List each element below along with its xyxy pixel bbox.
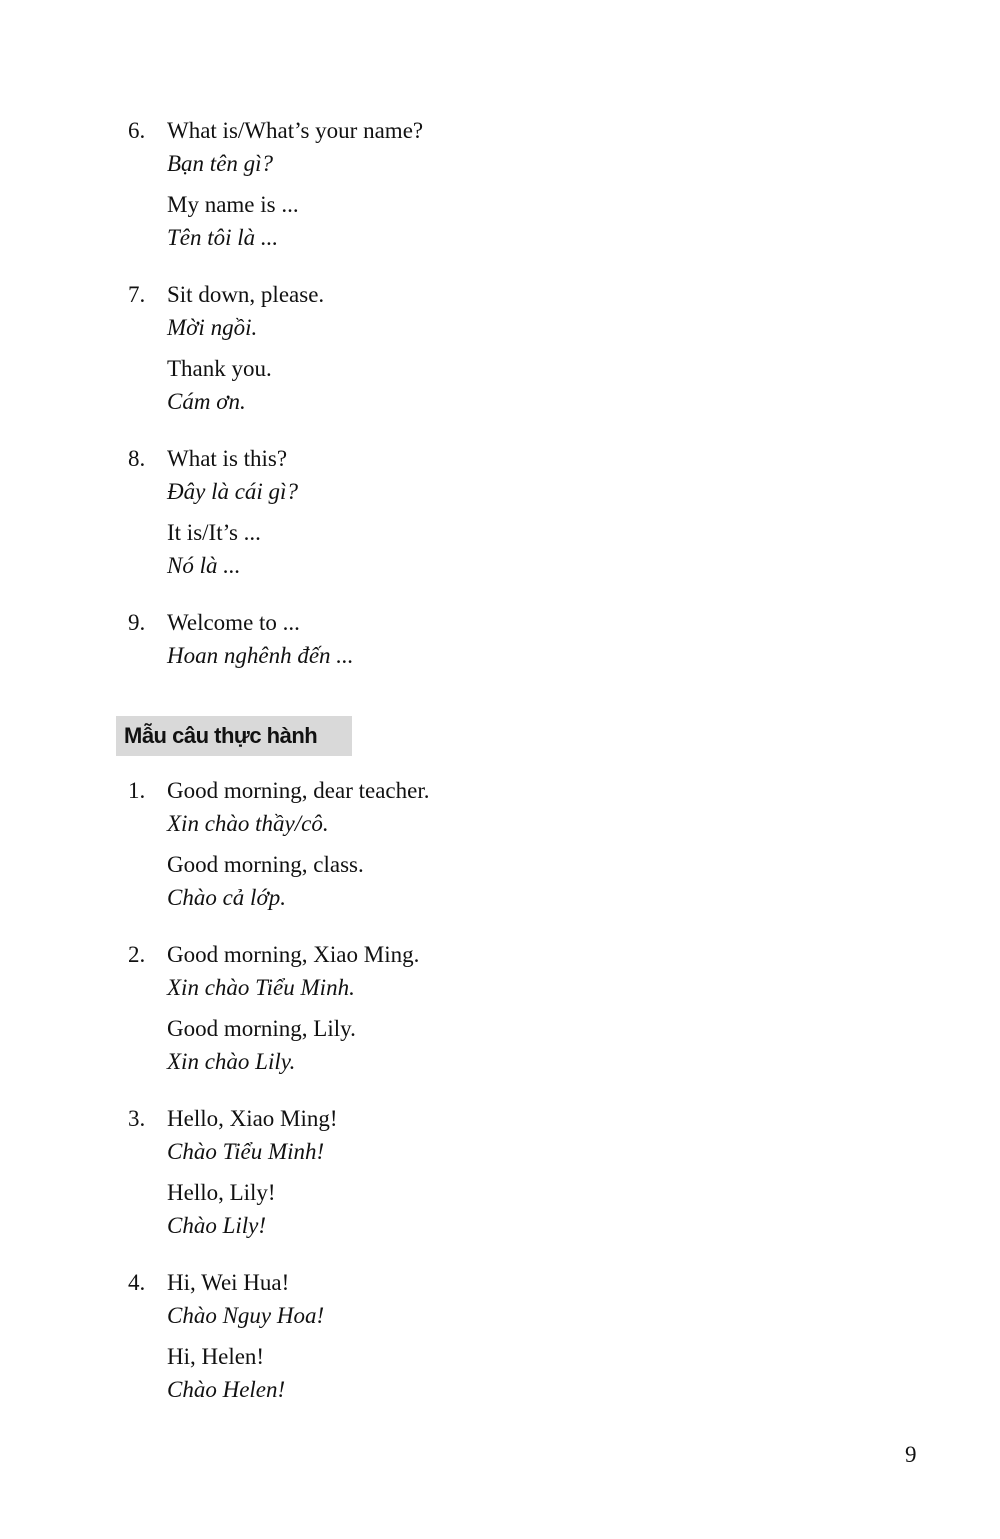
item-number: 2. xyxy=(128,942,146,967)
vietnamese-translation: Mời ngồi. xyxy=(167,315,258,340)
vietnamese-response: Xin chào Lily. xyxy=(167,1049,296,1074)
vietnamese-translation: Xin chào thầy/cô. xyxy=(167,811,329,836)
vietnamese-translation: Hoan nghênh đến ... xyxy=(167,643,354,668)
english-response: My name is ... xyxy=(167,192,299,217)
item-number: 8. xyxy=(128,446,146,471)
english-response: Hi, Helen! xyxy=(167,1344,265,1369)
vietnamese-response: Chào Helen! xyxy=(167,1377,286,1402)
english-sentence: What is/What’s your name? xyxy=(167,118,424,143)
vietnamese-response: Chào cả lớp. xyxy=(167,885,286,910)
item-number: 6. xyxy=(128,118,146,143)
english-sentence: Hi, Wei Hua! xyxy=(167,1270,290,1295)
section-heading: Mẫu câu thực hành xyxy=(116,716,352,756)
vietnamese-translation: Bạn tên gì? xyxy=(167,151,274,176)
english-response: Good morning, Lily. xyxy=(167,1016,356,1041)
english-sentence: Good morning, Xiao Ming. xyxy=(167,942,420,967)
item-number: 7. xyxy=(128,282,146,307)
vietnamese-translation: Đây là cái gì? xyxy=(167,479,298,504)
item-number: 1. xyxy=(128,778,146,803)
vietnamese-response: Cám ơn. xyxy=(167,389,246,414)
english-response: Thank you. xyxy=(167,356,272,381)
vietnamese-response: Nó là ... xyxy=(167,553,241,578)
page-number: 9 xyxy=(905,1442,917,1467)
vietnamese-translation: Chào Tiểu Minh! xyxy=(167,1139,325,1164)
vietnamese-response: Tên tôi là ... xyxy=(167,225,279,250)
vietnamese-response: Chào Lily! xyxy=(167,1213,267,1238)
english-sentence: Good morning, dear teacher. xyxy=(167,778,430,803)
english-sentence: What is this? xyxy=(167,446,288,471)
vietnamese-translation: Chào Nguy Hoa! xyxy=(167,1303,325,1328)
english-response: It is/It’s ... xyxy=(167,520,261,545)
english-response: Hello, Lily! xyxy=(167,1180,276,1205)
english-sentence: Hello, Xiao Ming! xyxy=(167,1106,338,1131)
item-number: 3. xyxy=(128,1106,146,1131)
english-sentence: Welcome to ... xyxy=(167,610,300,635)
vietnamese-translation: Xin chào Tiểu Minh. xyxy=(167,975,355,1000)
english-response: Good morning, class. xyxy=(167,852,364,877)
english-sentence: Sit down, please. xyxy=(167,282,325,307)
item-number: 4. xyxy=(128,1270,146,1295)
item-number: 9. xyxy=(128,610,146,635)
